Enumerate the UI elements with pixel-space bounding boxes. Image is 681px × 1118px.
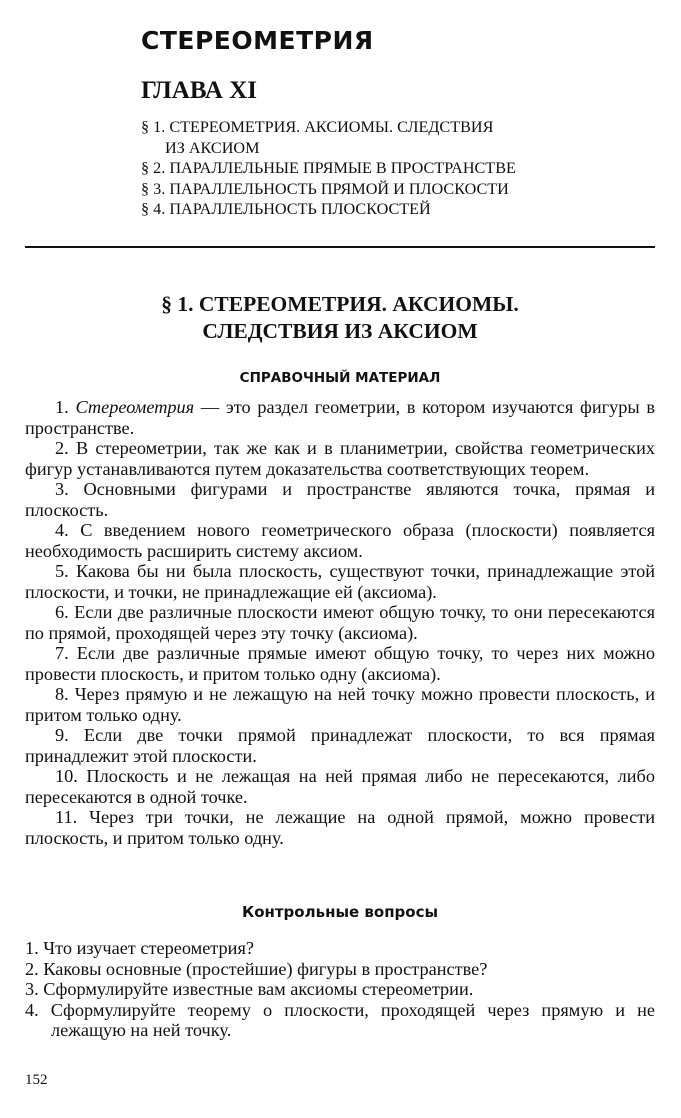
chapter-title: ГЛАВА XI bbox=[141, 77, 258, 104]
toc-item-line: § 1. СТЕРЕОМЕТРИЯ. АКСИОМЫ. СЛЕДСТВИЯ bbox=[141, 118, 494, 136]
paragraph-number: 1. bbox=[55, 397, 69, 417]
control-questions-heading: Контрольные вопросы bbox=[241, 903, 439, 921]
control-questions-list bbox=[25, 938, 655, 1041]
paragraph: 10. Плоскость и не лежащая на ней прямая либо не пересекаются, либо пересекаются в одной точке. bbox=[25, 766, 655, 807]
section-title bbox=[25, 291, 655, 345]
toc-item: § 2. ПАРАЛЛЕЛЬНЫЕ ПРЯМЫЕ В ПРОСТРАНСТВЕ bbox=[141, 159, 516, 177]
question-item: 1. Что изучает стереометрия? bbox=[25, 938, 254, 958]
paragraph: 7. Если две различные прямые имеют общую точку, то через них можно провести плоскость, и притом только одну (аксиома). bbox=[25, 643, 655, 684]
paragraph bbox=[25, 397, 655, 438]
section-title-line: § 1. СТЕРЕОМЕТРИЯ. АКСИОМЫ. bbox=[161, 292, 519, 316]
toc-item: § 4. ПАРАЛЛЕЛЬНОСТЬ ПЛОСКОСТЕЙ bbox=[141, 200, 431, 218]
term-stereometry: Стереометрия bbox=[75, 397, 195, 417]
paragraph: 3. Основными фигурами и пространстве являются точка, прямая и плоскость. bbox=[25, 479, 655, 520]
question-item: 3. Сформулируйте известные вам аксиомы стереометрии. bbox=[25, 979, 474, 999]
paragraph: 5. Какова бы ни была плоскость, существуют точки, принадлежащие этой плоскости, и точки, не принадлежащие ей (аксиома). bbox=[25, 561, 655, 602]
reference-material-heading: СПРАВОЧНЫЙ МАТЕРИАЛ bbox=[239, 370, 441, 386]
horizontal-rule bbox=[25, 246, 655, 248]
section-title-line: СЛЕДСТВИЯ ИЗ АКСИОМ bbox=[202, 319, 478, 343]
paragraph: 2. В стереометрии, так же как и в планиметрии, свойства геометрических фигур устанавливаются путем доказательства соответствующих теорем. bbox=[25, 438, 655, 479]
reference-material-body bbox=[25, 397, 655, 848]
toc-item-line-continued: ИЗ АКСИОМ bbox=[165, 138, 260, 157]
chapter-contents bbox=[141, 117, 601, 220]
paragraph: 4. С введением нового геометрического образа (плоскости) появляется необходимость расширить систему аксиом. bbox=[25, 520, 655, 561]
toc-item bbox=[141, 117, 601, 158]
question-item: 4. Сформулируйте теорему о плоскости, проходящей через прямую и не лежащую на ней точку. bbox=[25, 999, 655, 1040]
question-item: 2. Каковы основные (простейшие) фигуры в пространстве? bbox=[25, 958, 488, 979]
paragraph: 11. Через три точки, не лежащие на одной прямой, можно провести плоскость, и притом только одну. bbox=[25, 807, 655, 848]
part-title: СТЕРЕОМЕТРИЯ bbox=[141, 26, 374, 55]
paragraph: 8. Через прямую и не лежащую на ней точку можно провести плоскость, и притом только одну. bbox=[25, 684, 655, 725]
toc-item: § 3. ПАРАЛЛЕЛЬНОСТЬ ПРЯМОЙ И ПЛОСКОСТИ bbox=[141, 179, 509, 198]
page-number: 152 bbox=[25, 1072, 48, 1088]
paragraph-text: — это раздел геометрии, в котором изучаются фигуры в пространстве. bbox=[25, 397, 655, 438]
paragraph: 9. Если две точки прямой принадлежат плоскости, то вся прямая принадлежит этой плоскости. bbox=[25, 725, 655, 766]
paragraph: 6. Если две различные плоскости имеют общую точку, то они пересекаются по прямой, проходящей через эту точку (аксиома). bbox=[25, 602, 655, 643]
